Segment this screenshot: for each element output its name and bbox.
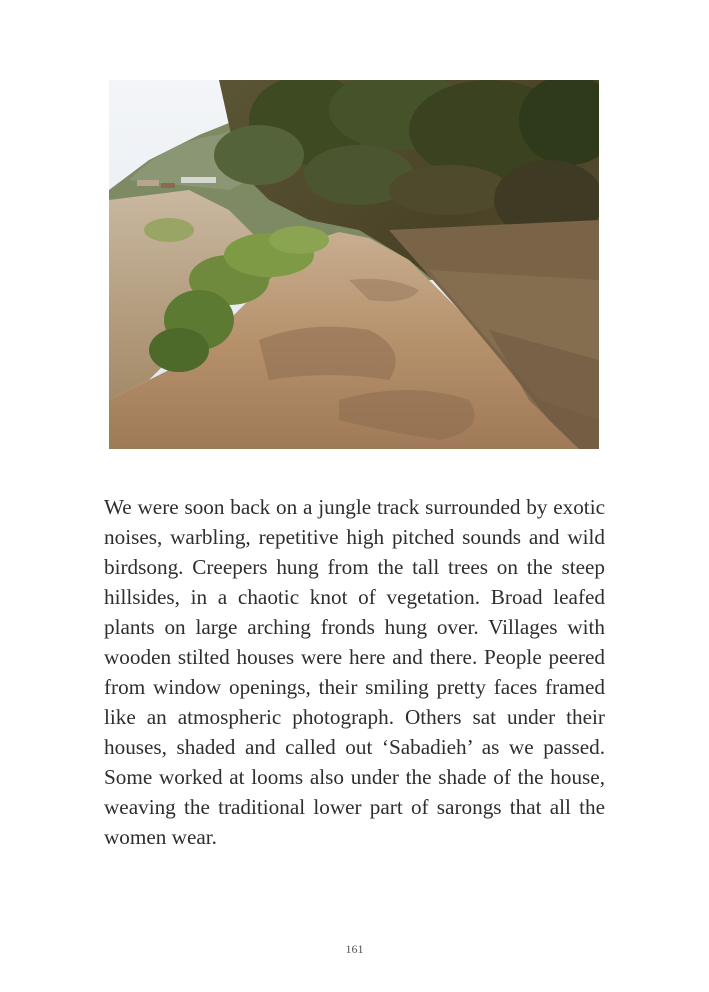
page-number: 161 <box>345 942 364 956</box>
body-paragraph: We were soon back on a jungle track surrounded by exotic noises, warbling, repetitive high pitched sounds and wild birdsong. Creepers hung from the tall trees on the steep hillsides, in a chaotic knot of vegetation. Broad leafed plants on large arching fronds hung over. Villages with wooden stilted houses were here and there. People peered from window openings, their smiling pretty faces framed like an atmospheric photograph. Others sat under their houses, shaded and called out ‘Sabadieh’ as we passed. Some worked at looms also under the shade of the house, weaving the traditional lower part of sarongs that all the women wear. <box>104 495 605 849</box>
photo-jungle-track <box>109 80 599 449</box>
photo-illustration <box>109 80 599 449</box>
